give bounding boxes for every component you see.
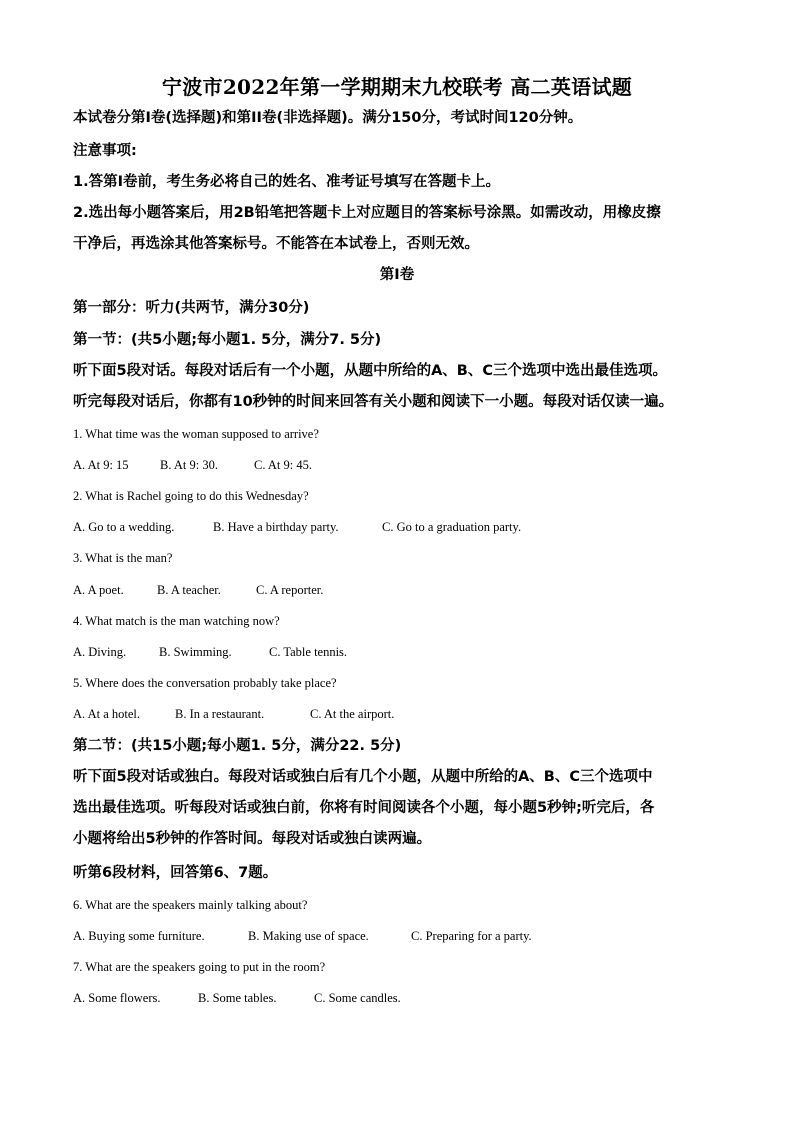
option-b: B. A teacher. — [157, 583, 221, 597]
option-a: A. A poet. — [73, 583, 124, 597]
section1-instruction-2: 听完每段对话后，你都有10秒钟的时间来回答有关小题和阅读下一小题。每段对话仅读一遍。 — [73, 394, 674, 410]
part1-heading: 第一部分：听力(共两节，满分30分) — [73, 300, 310, 316]
question-options — [73, 584, 323, 597]
option-a: A. Some flowers. — [73, 991, 161, 1005]
question-stem: 3. What is the man? — [73, 551, 173, 565]
option-c: C. Go to a graduation party. — [382, 520, 522, 534]
option-a: A. Diving. — [73, 645, 127, 659]
notice-heading: 注意事项: — [73, 143, 137, 159]
option-a: A. At a hotel. — [73, 707, 141, 721]
section1-instruction-1: 听下面5段对话。每段对话后有一个小题，从题中所给的A、B、C三个选项中选出最佳选项。 — [73, 363, 668, 379]
option-c: C. Some candles. — [314, 991, 401, 1005]
section2-instruction-3: 小题将给出5秒钟的作答时间。每段对话或独白读两遍。 — [73, 831, 432, 847]
option-b: B. Making use of space. — [248, 929, 369, 943]
material-heading: 听第6段材料，回答第6、7题。 — [73, 865, 278, 881]
option-c: C. A reporter. — [256, 583, 324, 597]
option-b: B. In a restaurant. — [175, 707, 265, 721]
note-2-line-1: 2.选出每小题答案后，用2B铅笔把答题卡上对应题目的答案标号涂黑。如需改动，用橡皮擦 — [73, 205, 661, 221]
question-options — [73, 521, 521, 534]
section1-heading: 第一节：(共5小题;每小题1. 5分，满分7. 5分) — [73, 332, 382, 348]
option-b: B. Have a birthday party. — [213, 520, 339, 534]
question-stem: 6. What are the speakers mainly talking about? — [73, 898, 308, 912]
section2-instruction-1: 听下面5段对话或独白。每段对话或独白后有几个小题，从题中所给的A、B、C三个选项中 — [73, 769, 653, 785]
question-stem: 2. What is Rachel going to do this Wednesday? — [73, 489, 309, 503]
question-stem: 7. What are the speakers going to put in the room? — [73, 960, 326, 974]
question-options — [73, 708, 394, 721]
page-title: 宁波市2022年第一学期期末九校联考 高二英语试题 — [161, 75, 633, 99]
option-c: C. At the airport. — [310, 707, 395, 721]
option-b: B. At 9: 30. — [160, 458, 218, 472]
option-a: A. Go to a wedding. — [73, 520, 175, 534]
option-b: B. Some tables. — [198, 991, 277, 1005]
option-c: C. At 9: 45. — [254, 458, 312, 472]
note-2-line-2: 干净后，再选涂其他答案标号。不能答在本试卷上，否则无效。 — [73, 236, 479, 252]
option-a: A. Buying some furniture. — [73, 929, 205, 943]
question-options — [73, 646, 347, 659]
option-b: B. Swimming. — [159, 645, 232, 659]
question-stem: 4. What match is the man watching now? — [73, 614, 280, 628]
option-c: C. Preparing for a party. — [411, 929, 532, 943]
question-options — [73, 992, 401, 1005]
intro-line: 本试卷分第I卷(选择题)和第II卷(非选择题)。满分150分，考试时间120分钟。 — [73, 110, 583, 126]
question-options — [73, 459, 312, 472]
volume-heading: 第I卷 — [379, 267, 415, 283]
note-1: 1.答第I卷前，考生务必将自己的姓名、准考证号填写在答题卡上。 — [73, 174, 500, 190]
section2-heading: 第二节：(共15小题;每小题1. 5分，满分22. 5分) — [73, 738, 402, 754]
question-options — [73, 930, 532, 943]
section2-instruction-2: 选出最佳选项。听每段对话或独白前，你将有时间阅读各个小题，每小题5秒钟;听完后，各 — [73, 800, 655, 816]
question-stem: 1. What time was the woman supposed to arrive? — [73, 427, 319, 441]
option-c: C. Table tennis. — [269, 645, 348, 659]
option-a: A. At 9: 15 — [73, 458, 129, 472]
question-stem: 5. Where does the conversation probably take place? — [73, 676, 337, 690]
